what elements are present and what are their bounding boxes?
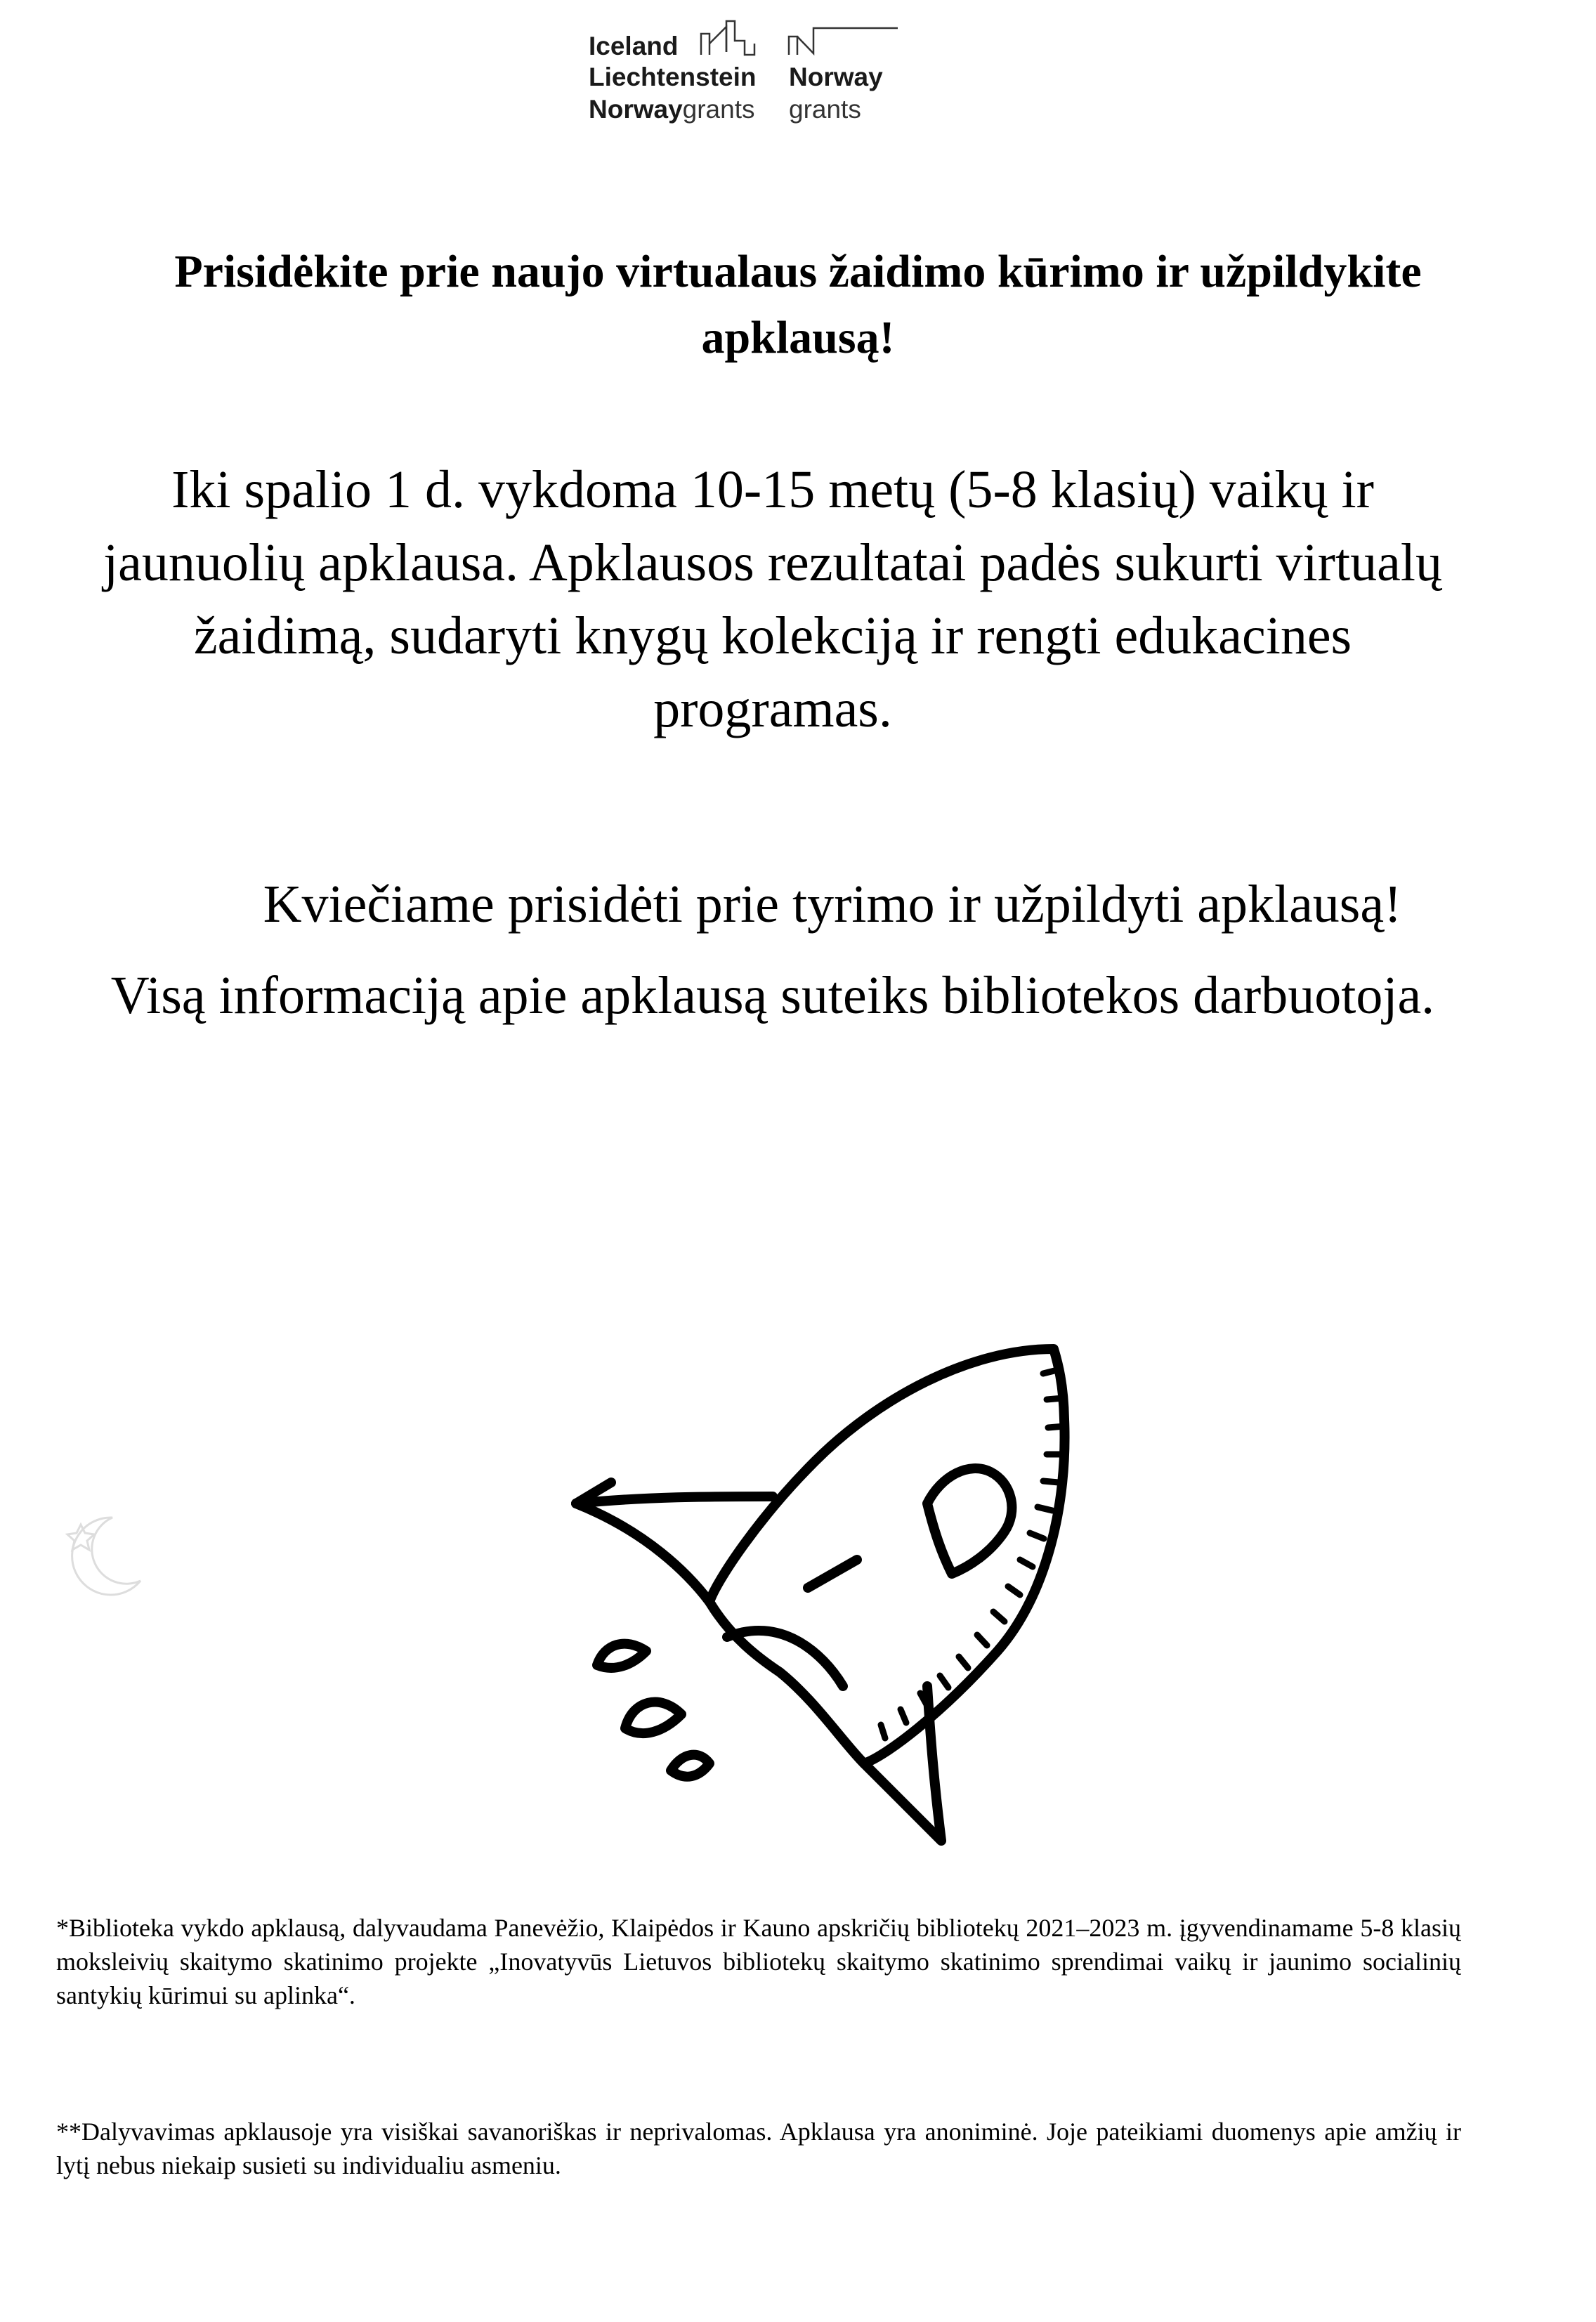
rocket-icon	[548, 1321, 1096, 1855]
info-text: Visą informaciją apie apklausą suteiks bibliotekos darbuotoja.	[110, 966, 1435, 1025]
intro-paragraph: Iki spalio 1 d. vykdoma 10-15 metų (5-8 klasių) vaikų ir jaunuolių apklausa. Apklausos rezultatai padės sukurti virtualų žaidimą, sudaryti knygų kolekciją ir rengti edukacines programas.	[103, 460, 1442, 738]
footnote-participation: **Dalyvavimas apklausoje yra visiškai savanoriškas ir neprivalomas. Apklausa yra anoniminė. Joje pateikiami duomenys apie amžių ir lytį nebus niekaip susieti su individualiu asmeniu.	[56, 2118, 1461, 2179]
logo-grants-left: grants	[682, 95, 755, 124]
eea-norway-grants-logo	[589, 13, 898, 125]
moon-star-watermark-icon	[49, 1504, 155, 1609]
logo-iceland: Iceland	[589, 32, 679, 60]
invite-text	[70, 868, 1475, 941]
logo-liechtenstein: Liechtenstein	[589, 63, 757, 91]
logo-norway-left: Norway	[589, 95, 683, 124]
logo-norway-right: Norway	[789, 63, 883, 91]
page-title: Prisidėkite prie naujo virtualaus žaidimo kūrimo ir užpildykite apklausą!	[174, 246, 1422, 363]
logo-grants-right: grants	[789, 95, 861, 124]
footnote-project: *Biblioteka vykdo apklausą, dalyvaudama Panevėžio, Klaipėdos ir Kauno apskričių bibliotekų 2021–2023 m. įgyvendinamame 5-8 klasių moksleivių skaitymo skatinimo projekte „Inovatyvūs Lietuvos bibliotekų skaitymo skatinimo sprendimai vaikų ir jaunimo socialinių santykių kūrimui su aplinka“.	[56, 1914, 1461, 2009]
invite-line: Kviečiame prisidėti prie tyrimo ir užpildyti apklausą!	[263, 875, 1402, 934]
